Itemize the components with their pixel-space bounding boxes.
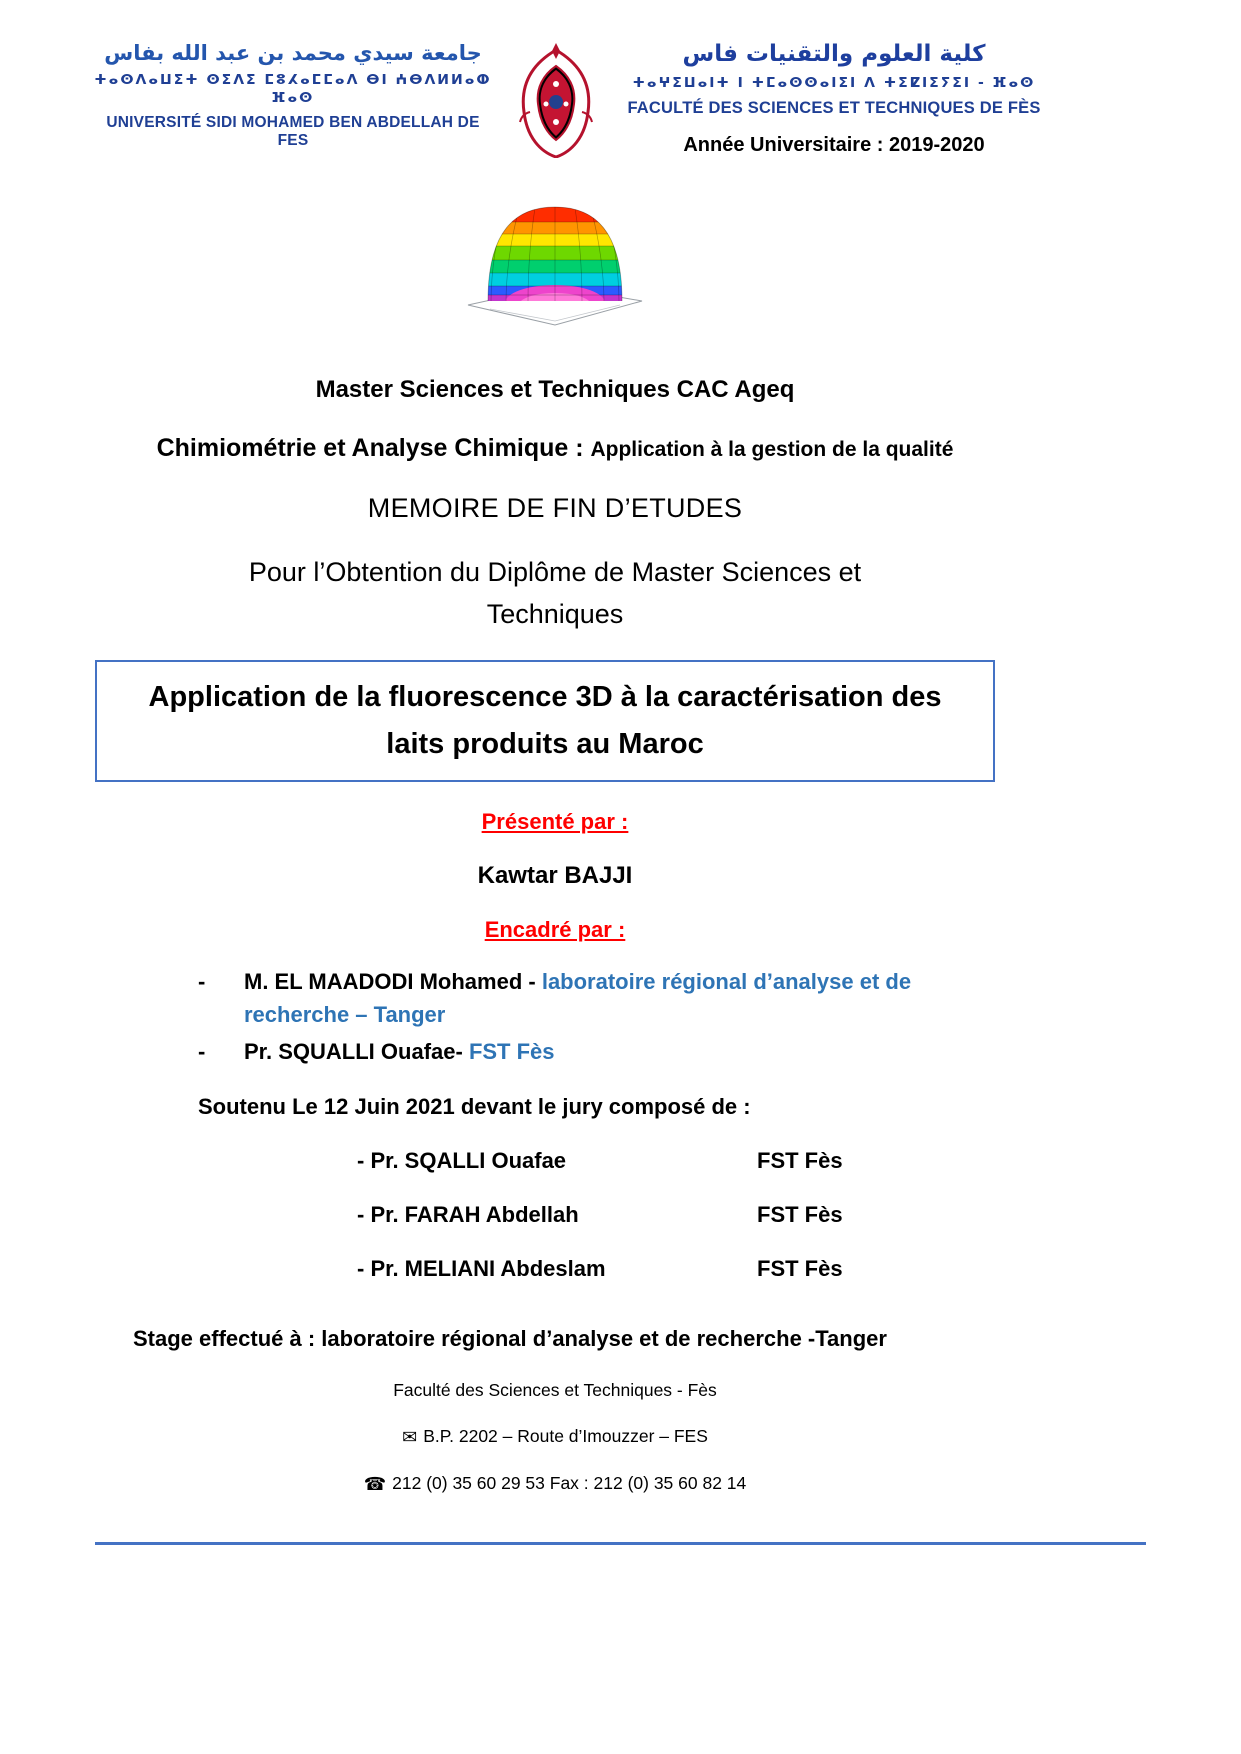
faculty-name-arabic: كلية العلوم والتقنيات فاس — [682, 41, 986, 67]
list-dash: - — [198, 1038, 206, 1064]
content-column — [95, 185, 1015, 1352]
footer-address-text: B.P. 2202 – Route d’Imouzzer – FES — [423, 1426, 708, 1446]
memoire-heading: MEMOIRE DE FIN D’ETUDES — [367, 493, 743, 523]
supervisor-item — [198, 965, 1015, 1031]
footer-phone — [95, 1473, 1015, 1495]
jury-intro: Soutenu Le 12 Juin 2021 devant le jury composé de : — [198, 1093, 751, 1119]
university-name-tifinagh: ⵜⴰⵙⴷⴰⵡⵉⵜ ⵙⵉⴷⵉ ⵎⵓⵃⴰⵎⵎⴰⴷ ⴱⵏ ⵄⴱⴷⵍⵍⴰⵀ ⴼⴰⵙ — [94, 72, 492, 106]
university-name-french: UNIVERSITÉ SIDI MOHAMED BEN ABDELLAH DE FES — [106, 114, 480, 150]
list-dash: - — [198, 968, 206, 994]
phone-icon: ☎ — [363, 1474, 387, 1494]
supervisor-name: M. EL MAADODI Mohamed - — [244, 968, 542, 994]
jury-row — [357, 1202, 1015, 1228]
jury-member-name: - Pr. SQALLI Ouafae — [357, 1147, 567, 1173]
supervisor-text — [244, 965, 1014, 1031]
jury-member-affiliation: FST Fès — [757, 1255, 843, 1281]
program-subtitle — [95, 434, 1015, 463]
master-program-title: Master Sciences et Techniques CAC Ageq — [315, 376, 795, 403]
degree-purpose: Pour l’Obtention du Diplôme de Master Sciences et Techniques — [248, 557, 862, 629]
supervisors-list — [198, 965, 1015, 1068]
footer — [95, 1380, 1015, 1495]
jury-row — [357, 1148, 1015, 1174]
jury-member-affiliation: FST Fès — [757, 1201, 843, 1227]
bottom-border-line — [95, 1542, 1146, 1545]
program-name: Chimiométrie et Analyse Chimique : — [156, 434, 591, 462]
presented-by-label: Présenté par : — [481, 808, 629, 834]
jury-member-affiliation: FST Fès — [757, 1147, 843, 1173]
faculty-block — [617, 40, 1051, 157]
author-name: Kawtar BAJJI — [477, 861, 633, 889]
jury-member-name: - Pr. MELIANI Abdeslam — [357, 1255, 606, 1281]
academic-year: Année Universitaire : 2019-2020 — [683, 134, 985, 157]
supervised-by-label: Encadré par : — [484, 916, 626, 942]
supervisor-affiliation: FST Fès — [468, 1038, 555, 1064]
jury-row — [357, 1256, 1015, 1282]
jury-member-name: - Pr. FARAH Abdellah — [357, 1201, 579, 1227]
thesis-title: Application de la fluorescence 3D à la caractérisation des laits produits au Maroc — [148, 680, 942, 760]
thesis-title-box — [95, 660, 995, 782]
university-name-arabic: جامعة سيدي محمد بن عبد الله بفاس — [104, 41, 482, 65]
footer-address — [95, 1426, 1015, 1448]
footer-faculty: Faculté des Sciences et Techniques - Fès — [393, 1380, 717, 1400]
supervisor-name: Pr. SQUALLI Ouafae- — [244, 1038, 469, 1064]
faculty-name-tifinagh: ⵜⴰⵖⵉⵡⴰⵏⵜ ⵏ ⵜⵎⴰⵙⵙⴰⵏⵉⵏ ⴷ ⵜⵉⵇⵏⵉⵢⵉⵏ - ⴼⴰⵙ — [632, 74, 1036, 91]
supervisor-text — [244, 1035, 1014, 1068]
footer-phone-text: 212 (0) 35 60 29 53 Fax : 212 (0) 35 60 82 14 — [392, 1473, 747, 1493]
program-description: Application à la gestion de la qualité — [590, 438, 954, 461]
university-logo — [510, 40, 602, 163]
supervisor-affiliation: laboratoire régional d’analyse et de recherche – Tanger — [244, 968, 912, 1027]
supervisor-item — [198, 1035, 1015, 1068]
internship-location: Stage effectué à : laboratoire régional d’analyse et de recherche -Tanger — [133, 1325, 887, 1351]
faculty-name-french: FACULTÉ DES SCIENCES ET TECHNIQUES DE FÈS — [627, 99, 1041, 118]
university-block — [92, 40, 494, 150]
jury-list — [95, 1148, 1015, 1282]
header — [0, 0, 1241, 163]
3d-surface-plot-image — [95, 185, 1015, 338]
envelope-icon: ✉ — [402, 1427, 418, 1447]
